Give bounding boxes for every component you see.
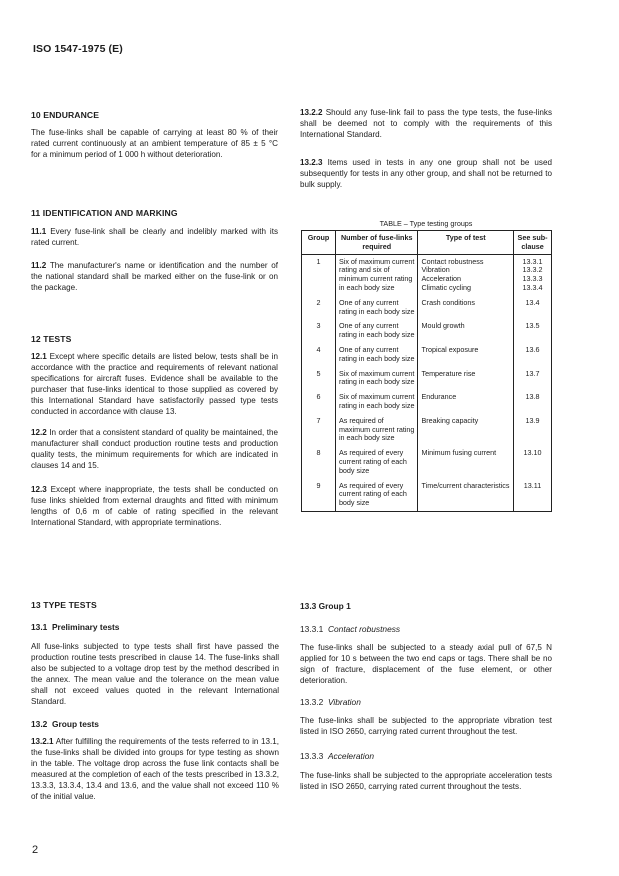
test-type-cell: Minimum fusing current — [418, 446, 514, 478]
paragraph-12-3 — [31, 485, 278, 529]
group-cell: 5 — [302, 367, 336, 391]
subsection-title: Group tests — [51, 719, 99, 730]
clause-title: Acceleration — [327, 751, 375, 762]
table-row — [302, 343, 552, 367]
section-12 — [31, 334, 278, 529]
subclause-cell: 13.8 — [514, 390, 552, 414]
page-number: 2 — [32, 844, 39, 856]
section-heading: 13 TYPE TESTS — [31, 600, 97, 610]
clause-number: 13.3.3 — [300, 751, 324, 762]
group-cell: 4 — [302, 343, 336, 367]
subclause-cell: 13.3.1 13.3.2 13.3.3 13.3.4 — [514, 254, 552, 296]
section-heading: 10 ENDURANCE — [31, 110, 100, 120]
paragraph-12-2 — [31, 428, 278, 472]
subclause-cell: 13.4 — [514, 296, 552, 320]
table-row — [302, 254, 552, 296]
section-13-2-2 — [300, 108, 552, 141]
number-cell: One of any current rating in each body size — [335, 319, 418, 343]
paragraph-13-3-3: The fuse-links shall be subjected to the appropriate acceleration tests listed in ISO 2650, carrying rated current throughout the tests. — [300, 771, 552, 792]
paragraph-13-3-2: The fuse-links shall be subjected to the appropriate vibration test listed in ISO 2650, carrying rated current throughout the test. — [300, 715, 552, 736]
paragraph-text: Items used in tests in any one group shall not be used subsequently for tests in any other group, and shall not be returned to bulk supply. — [300, 158, 552, 189]
paragraph-13-1: All fuse-links subjected to type tests shall first have passed the production routine tests prescribed in clause 14. The fuse-links shall also be subjected to a voltage drop test by the method described in the annex. The mean value and the tolerance on the mean value shall not exceed values quoted in the relevant International Standard. — [31, 642, 279, 706]
section-13-2-3 — [300, 158, 552, 191]
clause-heading-13-3-1 — [300, 624, 552, 634]
clause-title: Contact robustness — [327, 624, 401, 634]
document-id: ISO 1547-1975 (E) — [33, 43, 123, 55]
clause-number: 11.1 — [31, 227, 47, 236]
subclause-cell: 13.7 — [514, 367, 552, 391]
type-testing-table — [301, 230, 552, 512]
clause-number: 12.2 — [31, 428, 47, 438]
section-13 — [31, 600, 279, 803]
clause-number: 13.2 — [31, 719, 48, 730]
clause-number: 13.2.1 — [31, 737, 54, 747]
number-cell: One of any current rating in each body size — [335, 296, 418, 320]
paragraph — [300, 108, 552, 141]
paragraph-text: Should any fuse-link fail to pass the type tests, the fuse-links shall be deemed not to comply with the requirements of this International Standard. — [300, 108, 552, 139]
clause-number: 13.2.3 — [300, 158, 323, 167]
number-cell: Six of maximum current rating in each body size — [335, 390, 418, 414]
paragraph-text: The manufacturer's name or identification and the number of the national standard shall be marked either on the fuse-link or on the package. — [31, 260, 278, 292]
section-13-3 — [300, 601, 552, 793]
section-heading: 12 TESTS — [31, 334, 72, 344]
table-row — [302, 319, 552, 343]
table-row — [302, 390, 552, 414]
test-type-cell: Crash conditions — [418, 296, 514, 320]
clause-heading-13-3-3 — [300, 751, 552, 761]
test-type-cell: Contact robustness Vibration Acceleration Climatic cycling — [418, 254, 514, 296]
number-cell: Six of maximum current rating and six of minimum current rating in each body size — [335, 254, 418, 296]
clause-number: 13.2.2 — [300, 108, 323, 117]
paragraph — [300, 158, 552, 191]
section-heading: 11 IDENTIFICATION AND MARKING — [31, 208, 178, 218]
table-caption: TABLE – Type testing groups — [379, 219, 473, 228]
test-type-cell: Time/current characteristics — [418, 479, 514, 512]
subclause-cell: 13.10 — [514, 446, 552, 478]
table-header-row — [302, 231, 552, 255]
section-10 — [31, 110, 278, 161]
subclause-cell: 13.5 — [514, 319, 552, 343]
table-row — [302, 414, 552, 446]
group-cell: 1 — [302, 254, 336, 296]
table-row — [302, 367, 552, 391]
group-cell: 6 — [302, 390, 336, 414]
number-cell: As required of every current rating of each body size — [335, 479, 418, 512]
paragraph-11-1 — [31, 227, 278, 249]
section-11 — [31, 208, 278, 294]
test-type-cell: Mould growth — [418, 319, 514, 343]
group-cell: 8 — [302, 446, 336, 478]
column-header: Type of test — [418, 231, 514, 255]
subsection-heading: 13.3 Group 1 — [300, 601, 351, 611]
test-type-cell: Endurance — [418, 390, 514, 414]
number-cell: As required of every current rating of each body size — [335, 446, 418, 478]
group-cell: 7 — [302, 414, 336, 446]
group-cell: 2 — [302, 296, 336, 320]
column-header: Group — [302, 231, 336, 255]
clause-number: 13.3.1 — [300, 624, 324, 634]
clause-number: 11.2 — [31, 260, 47, 270]
paragraph-13-2-1 — [31, 737, 279, 802]
table-row — [302, 296, 552, 320]
paragraph-text: Except where inappropriate, the tests shall be conducted on fuse links shielded from external draughts and fitted with minimum lengths of 0,6 m of cable of rating specified in the relevant International Standard, with appropriate terminations. — [31, 485, 279, 527]
table-row — [302, 446, 552, 478]
clause-number: 12.3 — [31, 485, 47, 495]
clause-number: 13.3.2 — [300, 696, 324, 707]
subclause-cell: 13.11 — [514, 479, 552, 512]
number-cell: As required of maximum current rating in each body size — [335, 414, 418, 446]
subsection-heading-13-1 — [31, 622, 279, 632]
clause-number: 13.1 — [31, 622, 48, 632]
clause-heading-13-3-2 — [300, 697, 552, 707]
column-header: Number of fuse-links required — [335, 231, 418, 255]
table-row — [302, 479, 552, 512]
test-type-cell: Temperature rise — [418, 367, 514, 391]
subsection-title: Preliminary tests — [51, 622, 120, 632]
paragraph-text: In order that a consistent standard of quality be maintained, the manufacturer shall conduct production routine tests and production quality tests, the minimum requirements for which are indicated in clauses 14 and 15. — [31, 428, 278, 471]
group-cell: 3 — [302, 319, 336, 343]
subclause-cell: 13.9 — [514, 414, 552, 446]
test-type-cell: Tropical exposure — [418, 343, 514, 367]
paragraph-text: Every fuse-link shall be clearly and indelibly marked with its rated current. — [31, 227, 279, 247]
paragraph-12-1 — [31, 352, 278, 417]
paragraph: The fuse-links shall be capable of carrying at least 80 % of their rated current continuously at an ambient temperature of 85 ± 5 °C for a minimum period of 1 000 h without deterioration. — [31, 128, 278, 159]
subsection-heading-13-2 — [31, 719, 279, 729]
number-cell: One of any current rating in each body size — [335, 343, 418, 367]
clause-title: Vibration — [327, 696, 361, 707]
paragraph-11-2 — [31, 261, 278, 294]
test-type-cell: Breaking capacity — [418, 414, 514, 446]
paragraph-text: Except where specific details are listed below, tests shall be in accordance with the practice and requirements of relevant national specifications for aircraft fuses. Evidence shall be available to the purchaser that fuse-links identical to those supplied as covered by this International Standard have satisfactorily passed type tests conducted in accordance with clause 13. — [31, 352, 279, 416]
column-header: See sub-clause — [514, 231, 552, 255]
paragraph-text: After fulfilling the requirements of the tests referred to in 13.1, the fuse-links shall be divided into groups for type testing as shown in the table. The voltage drop across the fuse link contacts shall be measured at the completion of each of the tests prescribed in 13.3.2, 13.3.3, 13.3.4, 13.4 and 13.6, and the value shall not exceed 110 % of the initial value. — [31, 737, 279, 801]
number-cell: Six of maximum current rating in each body size — [335, 367, 418, 391]
subclause-cell: 13.6 — [514, 343, 552, 367]
clause-number: 12.1 — [31, 352, 47, 361]
group-cell: 9 — [302, 479, 336, 512]
paragraph-13-3-1: The fuse-links shall be subjected to a steady axial pull of 67,5 N applied for 10 s between the two end caps or tags. There shall be no sign of fracture, displacement of the fuse element, or other deterioration. — [300, 643, 552, 685]
